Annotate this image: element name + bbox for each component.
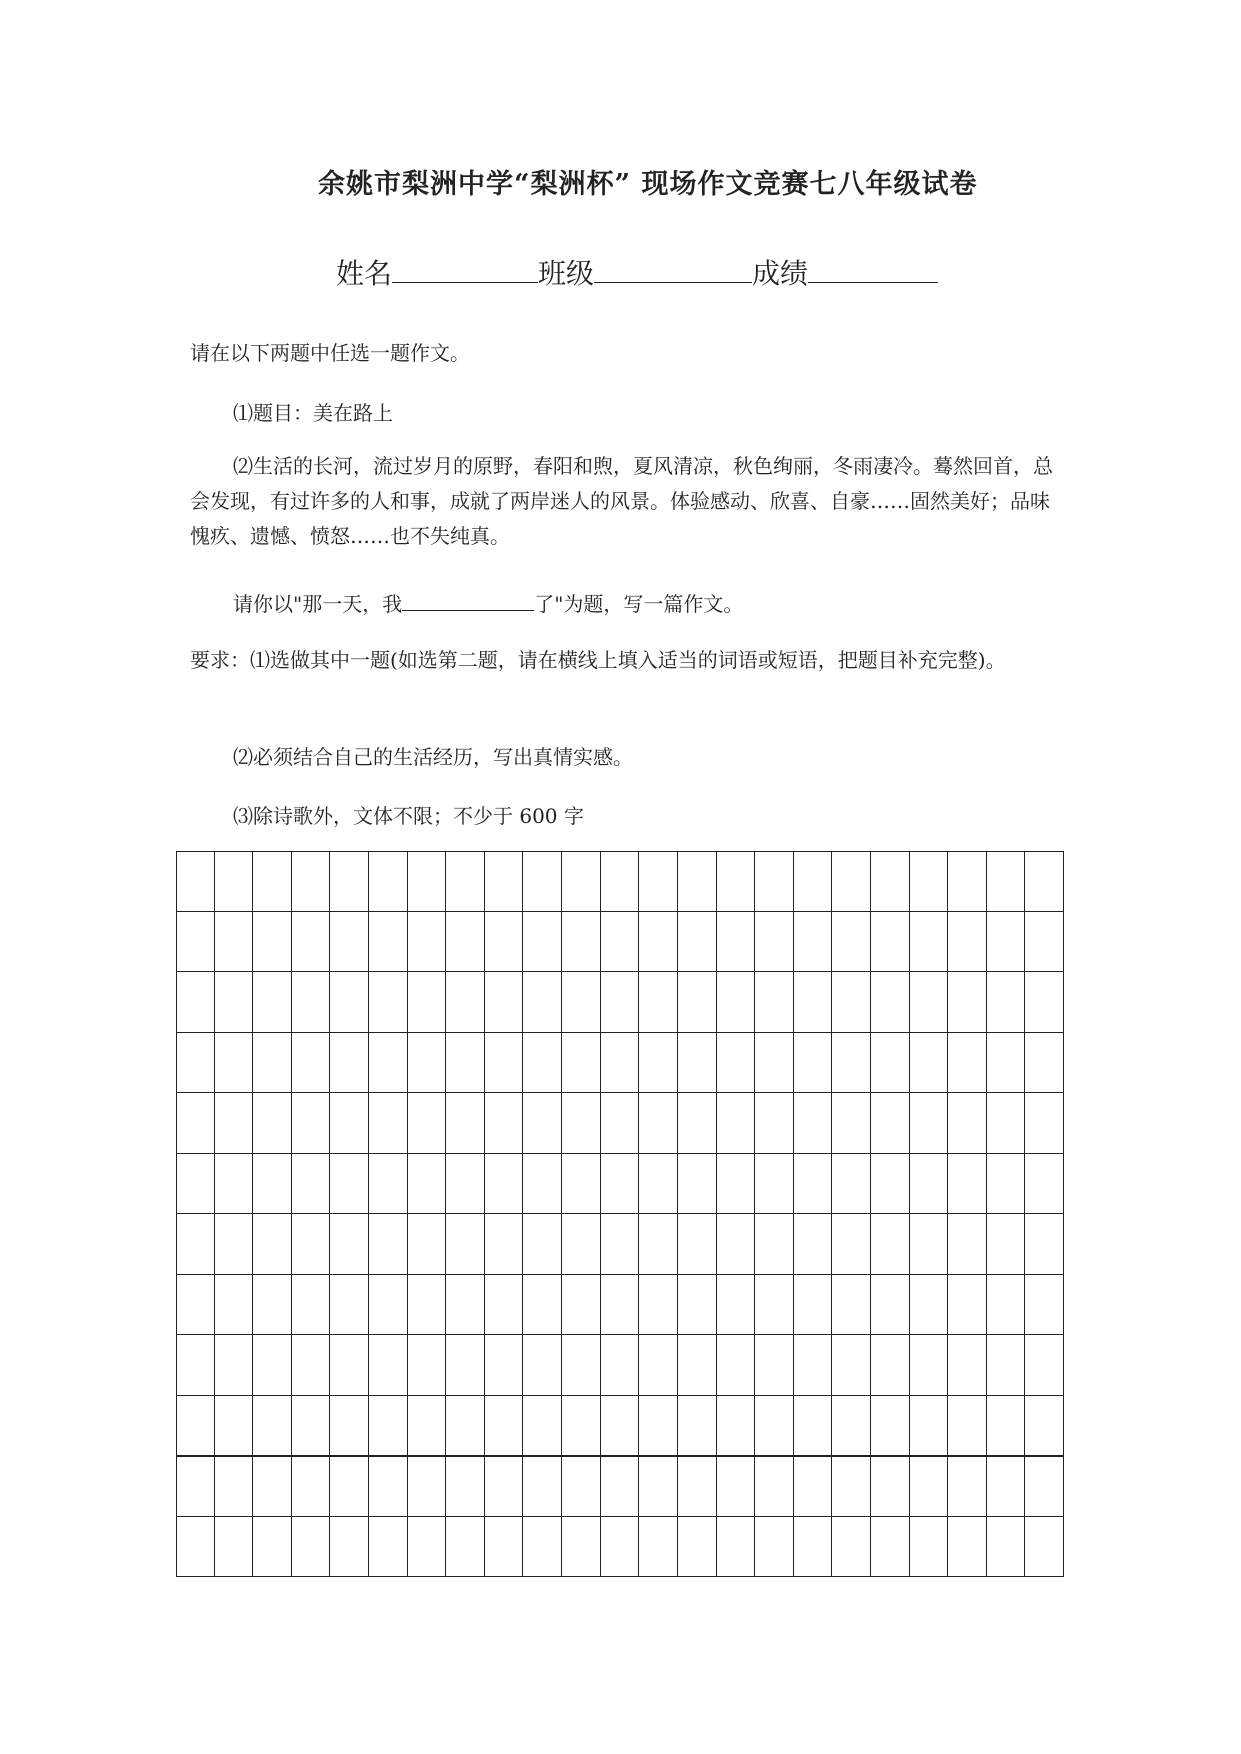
grid-cell[interactable] xyxy=(755,1396,794,1457)
grid-cell[interactable] xyxy=(330,912,369,973)
grid-cell[interactable] xyxy=(601,972,640,1033)
student-info-line xyxy=(336,252,938,292)
grid-cell[interactable] xyxy=(639,1335,678,1396)
grid-cell[interactable] xyxy=(639,912,678,973)
grid-cell[interactable] xyxy=(948,851,987,912)
grid-cell[interactable] xyxy=(562,1154,601,1215)
grid-cell[interactable] xyxy=(485,912,524,973)
grid-cell[interactable] xyxy=(408,1456,447,1517)
grid-cell[interactable] xyxy=(562,972,601,1033)
grid-cell[interactable] xyxy=(871,1093,910,1154)
grid-cell[interactable] xyxy=(253,851,292,912)
grid-cell[interactable] xyxy=(601,1456,640,1517)
grid-cell[interactable] xyxy=(639,972,678,1033)
grid-cell[interactable] xyxy=(1025,1335,1064,1396)
grid-cell[interactable] xyxy=(832,1396,871,1457)
grid-cell[interactable] xyxy=(446,1335,485,1396)
grid-cell[interactable] xyxy=(408,1154,447,1215)
grid-cell[interactable] xyxy=(369,1456,408,1517)
grid-cell[interactable] xyxy=(1025,1093,1064,1154)
grid-cell[interactable] xyxy=(253,1335,292,1396)
grid-cell[interactable] xyxy=(408,1396,447,1457)
grid-cell[interactable] xyxy=(485,1517,524,1578)
grid-cell[interactable] xyxy=(446,1154,485,1215)
grid-cell[interactable] xyxy=(446,1093,485,1154)
grid-cell[interactable] xyxy=(755,1154,794,1215)
grid-cell[interactable] xyxy=(871,1335,910,1396)
grid-cell[interactable] xyxy=(717,1275,756,1336)
grid-cell[interactable] xyxy=(948,1335,987,1396)
grid-cell[interactable] xyxy=(292,851,331,912)
grid-cell[interactable] xyxy=(1025,1154,1064,1215)
grid-cell[interactable] xyxy=(1025,972,1064,1033)
grid-cell[interactable] xyxy=(871,1517,910,1578)
grid-cell[interactable] xyxy=(562,851,601,912)
grid-cell[interactable] xyxy=(601,1396,640,1457)
grid-cell[interactable] xyxy=(253,1154,292,1215)
grid-cell[interactable] xyxy=(292,972,331,1033)
grid-cell[interactable] xyxy=(601,1033,640,1094)
grid-cell[interactable] xyxy=(408,851,447,912)
grid-cell[interactable] xyxy=(717,1335,756,1396)
grid-cell[interactable] xyxy=(794,912,833,973)
grid-cell[interactable] xyxy=(292,1093,331,1154)
grid-cell[interactable] xyxy=(215,1093,254,1154)
grid-cell[interactable] xyxy=(832,1335,871,1396)
grid-cell[interactable] xyxy=(948,1033,987,1094)
grid-cell[interactable] xyxy=(253,912,292,973)
grid-cell[interactable] xyxy=(369,1214,408,1275)
grid-cell[interactable] xyxy=(794,1214,833,1275)
grid-cell[interactable] xyxy=(485,972,524,1033)
grid-cell[interactable] xyxy=(446,1396,485,1457)
grid-cell[interactable] xyxy=(215,851,254,912)
grid-cell[interactable] xyxy=(639,1517,678,1578)
name-label: 姓名 xyxy=(336,257,393,290)
grid-cell[interactable] xyxy=(755,912,794,973)
grid-cell[interactable] xyxy=(717,972,756,1033)
grid-cell[interactable] xyxy=(987,912,1026,973)
grid-cell[interactable] xyxy=(408,912,447,973)
writing-grid[interactable] xyxy=(176,851,1064,1577)
grid-cell[interactable] xyxy=(523,1335,562,1396)
grid-cell[interactable] xyxy=(910,1033,949,1094)
grid-cell[interactable] xyxy=(292,912,331,973)
grid-cell[interactable] xyxy=(678,1456,717,1517)
grid-cell[interactable] xyxy=(485,1335,524,1396)
grid-cell[interactable] xyxy=(794,851,833,912)
grid-cell[interactable] xyxy=(253,1214,292,1275)
grid-cell[interactable] xyxy=(485,1154,524,1215)
grid-cell[interactable] xyxy=(871,912,910,973)
grid-cell[interactable] xyxy=(1025,912,1064,973)
grid-cell[interactable] xyxy=(910,851,949,912)
grid-cell[interactable] xyxy=(330,1033,369,1094)
grid-cell[interactable] xyxy=(601,1154,640,1215)
grid-cell[interactable] xyxy=(408,972,447,1033)
grid-cell[interactable] xyxy=(717,1154,756,1215)
grid-cell[interactable] xyxy=(369,1275,408,1336)
grid-cell[interactable] xyxy=(523,1517,562,1578)
grid-cell[interactable] xyxy=(678,972,717,1033)
grid-cell[interactable] xyxy=(485,1396,524,1457)
grid-cell[interactable] xyxy=(562,1517,601,1578)
grid-cell[interactable] xyxy=(1025,1275,1064,1336)
grid-cell[interactable] xyxy=(176,851,215,912)
grid-cell[interactable] xyxy=(794,1275,833,1336)
grid-cell[interactable] xyxy=(794,1154,833,1215)
grid-cell[interactable] xyxy=(717,1396,756,1457)
grid-cell[interactable] xyxy=(639,1456,678,1517)
grid-cell[interactable] xyxy=(330,1456,369,1517)
grid-cell[interactable] xyxy=(523,1275,562,1336)
grid-cell[interactable] xyxy=(794,1093,833,1154)
grid-cell[interactable] xyxy=(562,1335,601,1396)
grid-cell[interactable] xyxy=(832,851,871,912)
grid-cell[interactable] xyxy=(446,912,485,973)
grid-cell[interactable] xyxy=(253,1093,292,1154)
grid-cell[interactable] xyxy=(755,1033,794,1094)
grid-cell[interactable] xyxy=(948,912,987,973)
requirement-2: ⑵必须结合自己的生活经历，写出真情实感。 xyxy=(233,745,633,769)
grid-cell[interactable] xyxy=(1025,1396,1064,1457)
grid-cell[interactable] xyxy=(485,851,524,912)
grid-cell[interactable] xyxy=(794,1456,833,1517)
grid-cell[interactable] xyxy=(369,1396,408,1457)
grid-cell[interactable] xyxy=(523,1214,562,1275)
grid-cell[interactable] xyxy=(678,1275,717,1336)
intro-text: 请在以下两题中任选一题作文。 xyxy=(190,341,470,365)
grid-cell[interactable] xyxy=(369,1033,408,1094)
grid-cell[interactable] xyxy=(601,1275,640,1336)
grid-cell[interactable] xyxy=(832,1517,871,1578)
grid-cell[interactable] xyxy=(369,851,408,912)
grid-cell[interactable] xyxy=(253,1396,292,1457)
grid-cell[interactable] xyxy=(948,1093,987,1154)
grid-cell[interactable] xyxy=(987,1154,1026,1215)
grid-cell[interactable] xyxy=(369,1517,408,1578)
grid-cell[interactable] xyxy=(717,1517,756,1578)
grid-cell[interactable] xyxy=(678,1335,717,1396)
grid-cell[interactable] xyxy=(948,1214,987,1275)
grid-cell[interactable] xyxy=(987,1456,1026,1517)
grid-cell[interactable] xyxy=(601,912,640,973)
grid-cell[interactable] xyxy=(485,1214,524,1275)
grid-cell[interactable] xyxy=(446,1456,485,1517)
topic-2-prompt-start: 请你以"那一天，我 xyxy=(233,592,403,616)
grid-cell[interactable] xyxy=(562,1396,601,1457)
grid-cell[interactable] xyxy=(330,1517,369,1578)
grid-cell[interactable] xyxy=(215,1396,254,1457)
grid-cell[interactable] xyxy=(987,972,1026,1033)
grid-cell[interactable] xyxy=(601,1335,640,1396)
grid-cell[interactable] xyxy=(910,912,949,973)
grid-cell[interactable] xyxy=(755,1275,794,1336)
grid-cell[interactable] xyxy=(562,1093,601,1154)
grid-cell[interactable] xyxy=(446,1033,485,1094)
grid-cell[interactable] xyxy=(832,1275,871,1336)
grid-cell[interactable] xyxy=(755,1335,794,1396)
grid-cell[interactable] xyxy=(330,1093,369,1154)
grid-cell[interactable] xyxy=(176,1335,215,1396)
grid-cell[interactable] xyxy=(253,1517,292,1578)
grid-cell[interactable] xyxy=(871,1275,910,1336)
topic-2-prompt-end: 了"为题，写一篇作文。 xyxy=(534,592,744,616)
grid-cell[interactable] xyxy=(871,1456,910,1517)
grid-cell[interactable] xyxy=(987,1275,1026,1336)
grid-cell[interactable] xyxy=(948,1456,987,1517)
grid-cell[interactable] xyxy=(408,1214,447,1275)
grid-cell[interactable] xyxy=(639,1396,678,1457)
grid-cell[interactable] xyxy=(369,1093,408,1154)
grid-cell[interactable] xyxy=(639,1275,678,1336)
grid-cell[interactable] xyxy=(330,851,369,912)
grid-cell[interactable] xyxy=(832,1033,871,1094)
grid-cell[interactable] xyxy=(794,972,833,1033)
grid-cell[interactable] xyxy=(369,1154,408,1215)
grid-cell[interactable] xyxy=(215,1517,254,1578)
grid-cell[interactable] xyxy=(639,851,678,912)
grid-cell[interactable] xyxy=(871,972,910,1033)
grid-cell[interactable] xyxy=(678,851,717,912)
grid-cell[interactable] xyxy=(369,912,408,973)
name-field[interactable] xyxy=(392,252,538,283)
grid-cell[interactable] xyxy=(523,912,562,973)
grid-cell[interactable] xyxy=(1025,1517,1064,1578)
grid-cell[interactable] xyxy=(871,1214,910,1275)
grid-cell[interactable] xyxy=(987,851,1026,912)
grid-cell[interactable] xyxy=(948,972,987,1033)
grid-cell[interactable] xyxy=(948,1275,987,1336)
grid-cell[interactable] xyxy=(446,1214,485,1275)
grid-cell[interactable] xyxy=(871,1396,910,1457)
class-field[interactable] xyxy=(594,252,752,283)
grid-cell[interactable] xyxy=(408,1335,447,1396)
grid-cell[interactable] xyxy=(215,1033,254,1094)
grid-cell[interactable] xyxy=(176,1456,215,1517)
grid-cell[interactable] xyxy=(292,1214,331,1275)
grid-cell[interactable] xyxy=(601,1093,640,1154)
grid-cell[interactable] xyxy=(910,972,949,1033)
grid-cell[interactable] xyxy=(601,1517,640,1578)
grid-cell[interactable] xyxy=(871,851,910,912)
grid-cell[interactable] xyxy=(601,1214,640,1275)
grid-cell[interactable] xyxy=(292,1396,331,1457)
grid-cell[interactable] xyxy=(330,972,369,1033)
grid-cell[interactable] xyxy=(292,1335,331,1396)
topic-1: ⑴题目：美在路上 xyxy=(233,401,393,425)
topic-2-description: ⑵生活的长河，流过岁月的原野，春阳和煦，夏风清凉，秋色绚丽，冬雨凄冷。蓦然回首，总会发现，有过许多的人和事，成就了两岸迷人的风景。体验感动、欣喜、自豪……固然美好；品味愧疚、遗憾、愤怒……也不失纯真。 xyxy=(190,454,1053,548)
grid-cell[interactable] xyxy=(330,1275,369,1336)
topic-2-prompt xyxy=(233,588,743,617)
grid-cell[interactable] xyxy=(176,1275,215,1336)
grid-cell[interactable] xyxy=(639,1093,678,1154)
grid-cell[interactable] xyxy=(523,1396,562,1457)
grid-cell[interactable] xyxy=(1025,1214,1064,1275)
grid-cell[interactable] xyxy=(871,1154,910,1215)
requirement-3: ⑶除诗歌外，文体不限；不少于 600 字 xyxy=(233,804,584,828)
grid-cell[interactable] xyxy=(562,1456,601,1517)
grid-cell[interactable] xyxy=(253,1456,292,1517)
grid-cell[interactable] xyxy=(330,1335,369,1396)
grid-cell[interactable] xyxy=(832,1214,871,1275)
grid-cell[interactable] xyxy=(215,1154,254,1215)
grid-cell[interactable] xyxy=(755,1456,794,1517)
grid-cell[interactable] xyxy=(832,1154,871,1215)
grid-cell[interactable] xyxy=(176,1214,215,1275)
grid-cell[interactable] xyxy=(176,912,215,973)
grid-cell[interactable] xyxy=(717,1456,756,1517)
grid-cell[interactable] xyxy=(832,972,871,1033)
grid-cell[interactable] xyxy=(215,972,254,1033)
grid-divider-line xyxy=(176,1455,1064,1457)
grid-cell[interactable] xyxy=(562,1275,601,1336)
grid-cell[interactable] xyxy=(678,1033,717,1094)
grid-cell[interactable] xyxy=(910,1517,949,1578)
grid-cell[interactable] xyxy=(910,1214,949,1275)
grid-cell[interactable] xyxy=(446,1517,485,1578)
grid-cell[interactable] xyxy=(523,1154,562,1215)
grid-cell[interactable] xyxy=(408,1517,447,1578)
grid-cell[interactable] xyxy=(794,1396,833,1457)
grid-cell[interactable] xyxy=(408,1275,447,1336)
grid-cell[interactable] xyxy=(910,1456,949,1517)
grid-cell[interactable] xyxy=(523,1093,562,1154)
grid-cell[interactable] xyxy=(1025,1456,1064,1517)
grid-cell[interactable] xyxy=(446,851,485,912)
grid-cell[interactable] xyxy=(678,1093,717,1154)
grid-cell[interactable] xyxy=(523,972,562,1033)
grid-cell[interactable] xyxy=(755,851,794,912)
grid-cell[interactable] xyxy=(678,1517,717,1578)
grid-cell[interactable] xyxy=(639,1214,678,1275)
grid-cell[interactable] xyxy=(330,1214,369,1275)
grid-cell[interactable] xyxy=(987,1033,1026,1094)
grid-cell[interactable] xyxy=(755,1214,794,1275)
grid-cell[interactable] xyxy=(253,1033,292,1094)
grid-cell[interactable] xyxy=(485,1275,524,1336)
grid-cell[interactable] xyxy=(639,1154,678,1215)
grid-cell[interactable] xyxy=(678,1214,717,1275)
grid-cell[interactable] xyxy=(910,1396,949,1457)
grid-cell[interactable] xyxy=(755,972,794,1033)
grid-cell[interactable] xyxy=(485,1456,524,1517)
class-label: 班级 xyxy=(538,257,595,290)
topic-2-title-blank[interactable] xyxy=(402,590,534,611)
grid-cell[interactable] xyxy=(832,912,871,973)
grid-cell[interactable] xyxy=(562,912,601,973)
grid-cell[interactable] xyxy=(408,1093,447,1154)
grid-cell[interactable] xyxy=(717,1214,756,1275)
grid-cell[interactable] xyxy=(292,1275,331,1336)
grid-cell[interactable] xyxy=(678,1154,717,1215)
grid-cell[interactable] xyxy=(1025,851,1064,912)
grid-cell[interactable] xyxy=(910,1335,949,1396)
grid-cell[interactable] xyxy=(215,1335,254,1396)
grid-cell[interactable] xyxy=(794,1517,833,1578)
grid-cell[interactable] xyxy=(253,1275,292,1336)
grid-cell[interactable] xyxy=(832,1456,871,1517)
grid-cell[interactable] xyxy=(717,1033,756,1094)
grid-cell[interactable] xyxy=(292,1456,331,1517)
grid-cell[interactable] xyxy=(832,1093,871,1154)
grid-cell[interactable] xyxy=(987,1517,1026,1578)
grid-cell[interactable] xyxy=(523,1033,562,1094)
grid-cell[interactable] xyxy=(176,1154,215,1215)
grid-cell[interactable] xyxy=(446,1275,485,1336)
grid-cell[interactable] xyxy=(717,912,756,973)
grid-cell[interactable] xyxy=(562,1033,601,1094)
grid-cell[interactable] xyxy=(523,851,562,912)
grid-cell[interactable] xyxy=(523,1456,562,1517)
grid-cell[interactable] xyxy=(369,972,408,1033)
grid-cell[interactable] xyxy=(292,1517,331,1578)
grid-cell[interactable] xyxy=(176,1033,215,1094)
grid-cell[interactable] xyxy=(562,1214,601,1275)
grid-cell[interactable] xyxy=(910,1093,949,1154)
grid-cell[interactable] xyxy=(601,851,640,912)
grid-cell[interactable] xyxy=(717,851,756,912)
grid-cell[interactable] xyxy=(215,1456,254,1517)
grid-cell[interactable] xyxy=(871,1033,910,1094)
grid-cell[interactable] xyxy=(253,972,292,1033)
grid-cell[interactable] xyxy=(176,1093,215,1154)
grid-cell[interactable] xyxy=(176,1396,215,1457)
grid-cell[interactable] xyxy=(292,1154,331,1215)
grid-cell[interactable] xyxy=(215,1275,254,1336)
grid-cell[interactable] xyxy=(639,1033,678,1094)
grid-cell[interactable] xyxy=(755,1093,794,1154)
grid-cell[interactable] xyxy=(446,972,485,1033)
grid-cell[interactable] xyxy=(408,1033,447,1094)
grid-cell[interactable] xyxy=(215,912,254,973)
grid-cell[interactable] xyxy=(485,1033,524,1094)
exam-title: 余姚市梨洲中学“梨洲杯” 现场作文竞赛七八年级试卷 xyxy=(318,169,978,200)
grid-cell[interactable] xyxy=(330,1396,369,1457)
grid-cell[interactable] xyxy=(948,1517,987,1578)
grid-cell[interactable] xyxy=(910,1154,949,1215)
grid-cell[interactable] xyxy=(987,1335,1026,1396)
grid-cell[interactable] xyxy=(678,1396,717,1457)
grid-cell[interactable] xyxy=(369,1335,408,1396)
grid-cell[interactable] xyxy=(987,1214,1026,1275)
grid-cell[interactable] xyxy=(910,1275,949,1336)
grid-cell[interactable] xyxy=(948,1396,987,1457)
grid-cell[interactable] xyxy=(755,1517,794,1578)
grid-cell[interactable] xyxy=(987,1396,1026,1457)
score-label: 成绩 xyxy=(752,257,809,290)
grid-cell[interactable] xyxy=(176,972,215,1033)
grid-cell[interactable] xyxy=(1025,1033,1064,1094)
grid-cell[interactable] xyxy=(330,1154,369,1215)
grid-cell[interactable] xyxy=(794,1033,833,1094)
grid-cell[interactable] xyxy=(485,1093,524,1154)
grid-cell[interactable] xyxy=(987,1093,1026,1154)
score-field[interactable] xyxy=(808,252,938,283)
grid-cell[interactable] xyxy=(678,912,717,973)
grid-cell[interactable] xyxy=(215,1214,254,1275)
grid-cell[interactable] xyxy=(948,1154,987,1215)
grid-cell[interactable] xyxy=(717,1093,756,1154)
grid-cell[interactable] xyxy=(176,1517,215,1578)
grid-cell[interactable] xyxy=(292,1033,331,1094)
grid-cell[interactable] xyxy=(794,1335,833,1396)
requirement-1: 要求：⑴选做其中一题(如选第二题，请在横线上填入适当的词语或短语，把题目补充完整)。 xyxy=(190,648,1006,672)
